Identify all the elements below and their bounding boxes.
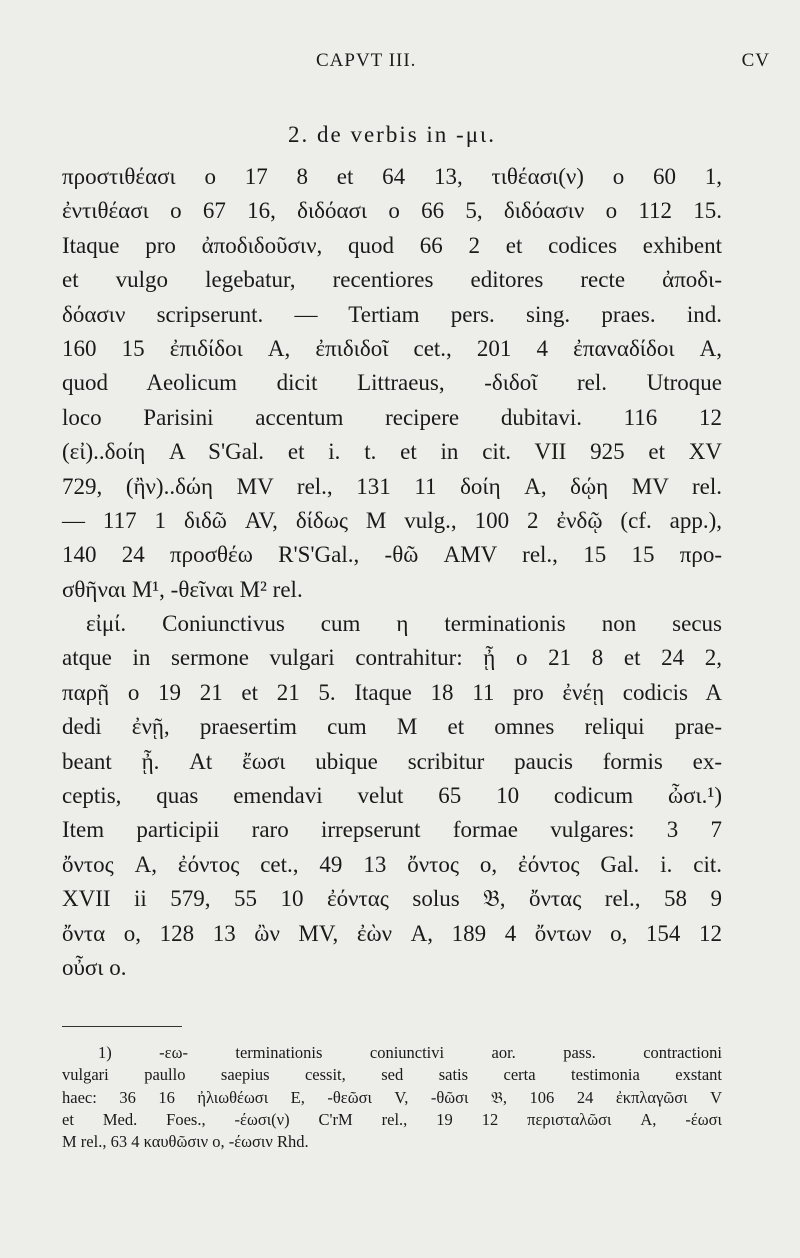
text-line: παρῇ ο 19 21 et 21 5. Itaque 18 11 pro ἐνέῃ codicis A (62, 679, 722, 705)
running-header (60, 50, 770, 80)
text-line: ceptis, quas emendavi velut 65 10 codicum ὦσι.¹) (62, 783, 722, 809)
section-heading: 2. de verbis in -μι. (288, 122, 496, 147)
text-line: XVII ii 579, 55 10 ἐόντας solus 𝔅, ὄντας rel., 58 9 (62, 886, 722, 912)
text-line: atque in sermone vulgari contrahitur: ᾖ ο 21 8 et 24 2, (62, 645, 722, 671)
text-line: beant ᾖ. At ἔωσι ubique scribitur paucis formis ex- (62, 748, 722, 774)
text-line: ἐντιθέασι ο 67 16, διδόασι ο 66 5, διδόασιν ο 112 15. (62, 198, 722, 224)
footnote-line: haec: 36 16 ἠλιωθέωσι E, -θεῶσι V, -θῶσι 𝔅, 106 24 ἐκπλαγῶσι V (62, 1087, 722, 1107)
text-line: προστιθέασι ο 17 8 et 64 13, τιθέασι(ν) ο 60 1, (62, 164, 722, 189)
main-text (62, 118, 722, 985)
text-line: quod Aeolicum dicit Littraeus, -διδοῖ rel. Utroque (62, 370, 722, 396)
text-line: εἰμί. Coniunctivus cum η terminationis non secus (86, 611, 722, 637)
footnote-rule (62, 1026, 182, 1027)
text-line: ὄντος A, ἐόντος cet., 49 13 ὄντος ο, ἐόντος Gal. i. cit. (62, 851, 722, 877)
footnote-line: et Med. Foes., -έωσι(ν) C'rM rel., 19 12 περισταλῶσι A, -έωσι (62, 1109, 722, 1129)
text-line: (εἰ)..δοίη A S'Gal. et i. t. et in cit. VII 925 et XV (62, 439, 722, 465)
text-line: δόασιν scripserunt. — Tertiam pers. sing. praes. ind. (62, 301, 722, 327)
text-line: 160 15 ἐπιδίδοι A, ἐπιδιδοῖ cet., 201 4 ἐπαναδίδοι A, (62, 335, 722, 361)
text-line: οὖσι ο. (62, 954, 127, 980)
footnote (62, 1042, 722, 1153)
text-line: σθῆναι M¹, -θεῖναι M² rel. (62, 576, 303, 602)
page-number: CV (741, 50, 770, 71)
text-line: Itaque pro ἀποδιδοῦσιν, quod 66 2 et codices exhibent (62, 232, 722, 258)
text-line: 729, (ἢν)..δώη MV rel., 131 11 δοίη A, δῴη MV rel. (62, 473, 722, 499)
text-line: ὄντα ο, 128 13 ὢν MV, ἐὼν A, 189 4 ὄντων ο, 154 12 (62, 920, 722, 946)
text-line: loco Parisini accentum recipere dubitavi. 116 12 (62, 404, 722, 430)
text-line: et vulgo legebatur, recentiores editores recte ἀποδι- (62, 267, 722, 293)
footnote-line: 1) -εω- terminationis coniunctivi aor. pass. contractioni (98, 1043, 722, 1062)
chapter-title: CAPVT III. (316, 50, 417, 71)
text-line: 140 24 προσθέω R'S'Gal., -θῶ AMV rel., 15 15 προ- (62, 542, 722, 568)
text-line: Item participii raro irrepserunt formae vulgares: 3 7 (62, 817, 722, 843)
text-line: dedi ἐνῇ, praesertim cum M et omnes reliqui prae- (62, 714, 722, 740)
footnote-line: M rel., 63 4 καυθῶσιν ο, -έωσιν Rhd. (62, 1132, 309, 1152)
text-line: — 117 1 διδῶ AV, δίδως M vulg., 100 2 ἐνδῷ (cf. app.), (62, 507, 722, 533)
footnote-line: vulgari paullo saepius cessit, sed satis certa testimonia exstant (62, 1065, 722, 1085)
